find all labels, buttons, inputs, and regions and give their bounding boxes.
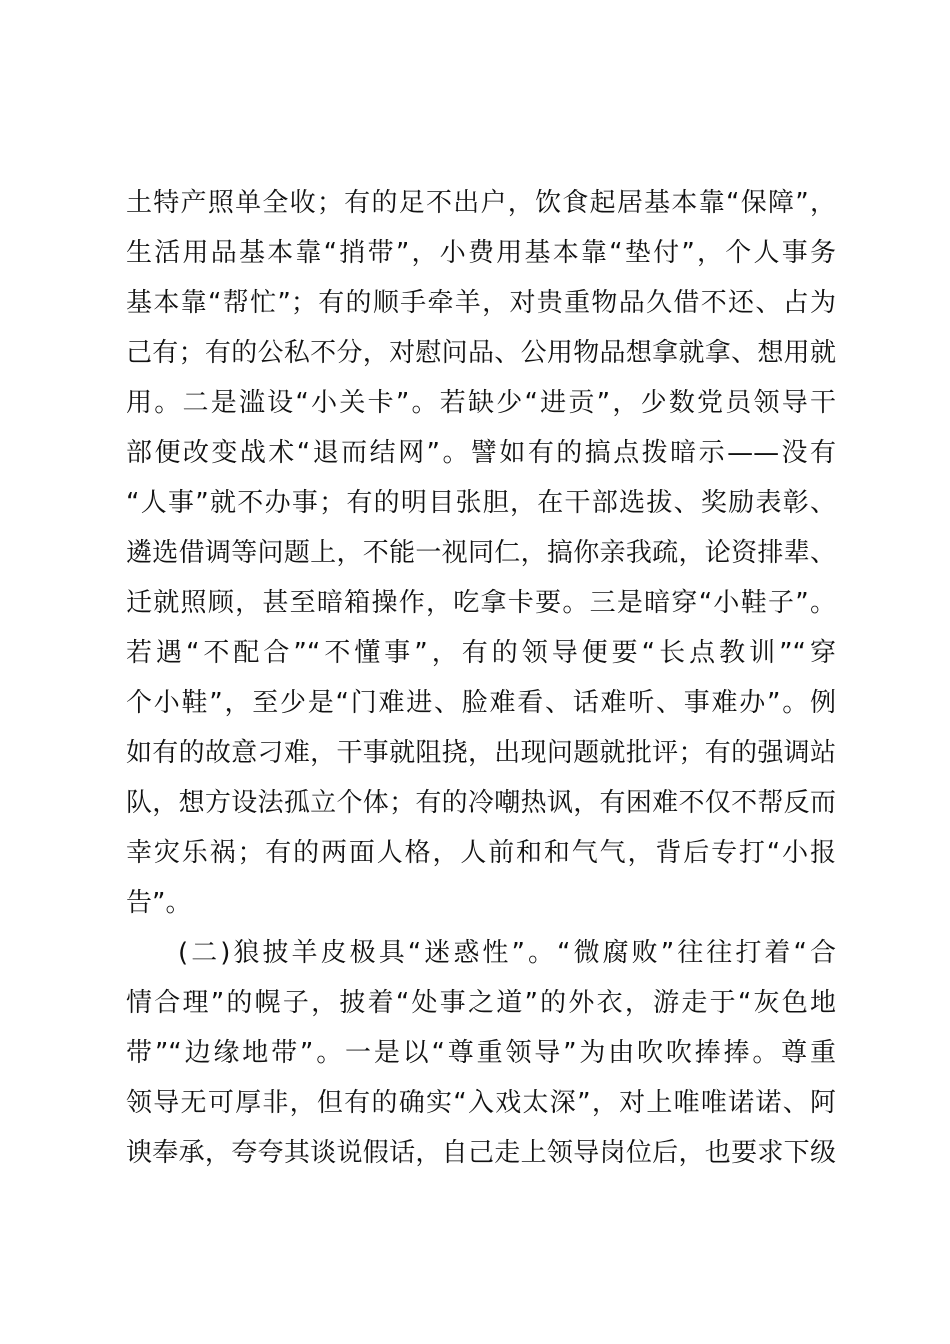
- text-line: 迁就照顾，甚至暗箱操作，吃拿卡要。三是暗穿“小鞋子”。: [126, 588, 836, 618]
- text-line: 个小鞋”，至少是“门难进、脸难看、话难听、事难办”。例: [126, 688, 836, 718]
- text-line: 土特产照单全收；有的足不出户，饮食起居基本靠“保障”，: [126, 188, 836, 218]
- text-line: 基本靠“帮忙”；有的顺手牵羊，对贵重物品久借不还、占为: [126, 288, 836, 318]
- text-line: 用。二是滥设“小关卡”。若缺少“进贡”，少数党员领导干: [126, 388, 836, 418]
- text-line: 谀奉承，夸夸其谈说假话，自己走上领导岗位后，也要求下级: [126, 1138, 836, 1168]
- text-line: 如有的故意刁难，干事就阻挠，出现问题就批评；有的强调站: [126, 738, 836, 768]
- text-line: 若遇“不配合”“不懂事”，有的领导便要“长点教训”“穿: [126, 638, 836, 668]
- document-body: [126, 178, 836, 1178]
- paragraph-2: [126, 928, 836, 1178]
- text-line: 队，想方设法孤立个体；有的冷嘲热讽，有困难不仅不帮反而: [126, 788, 836, 818]
- text-line: 幸灾乐祸；有的两面人格，人前和和气气，背后专打“小报: [126, 838, 836, 868]
- text-line: 情合理”的幌子，披着“处事之道”的外衣，游走于“灰色地: [126, 988, 836, 1018]
- text-line: 遴选借调等问题上，不能一视同仁，搞你亲我疏，论资排辈、: [126, 538, 836, 568]
- text-line: 带”“边缘地带”。一是以“尊重领导”为由吹吹捧捧。尊重: [126, 1038, 836, 1068]
- text-line: “人事”就不办事；有的明目张胆，在干部选拔、奖励表彰、: [126, 488, 836, 518]
- text-line: 领导无可厚非，但有的确实“入戏太深”，对上唯唯诺诺、阿: [126, 1088, 836, 1118]
- paragraph-1: [126, 178, 836, 928]
- text-line: 部便改变战术“退而结网”。譬如有的搞点拨暗示——没有: [126, 438, 836, 468]
- text-line: 告”。: [126, 888, 192, 918]
- text-line: 己有；有的公私不分，对慰问品、公用物品想拿就拿、想用就: [126, 338, 836, 368]
- text-line: (二)狼披羊皮极具“迷惑性”。“微腐败”往往打着“合: [178, 938, 836, 968]
- text-line: 生活用品基本靠“捎带”，小费用基本靠“垫付”，个人事务: [126, 238, 836, 268]
